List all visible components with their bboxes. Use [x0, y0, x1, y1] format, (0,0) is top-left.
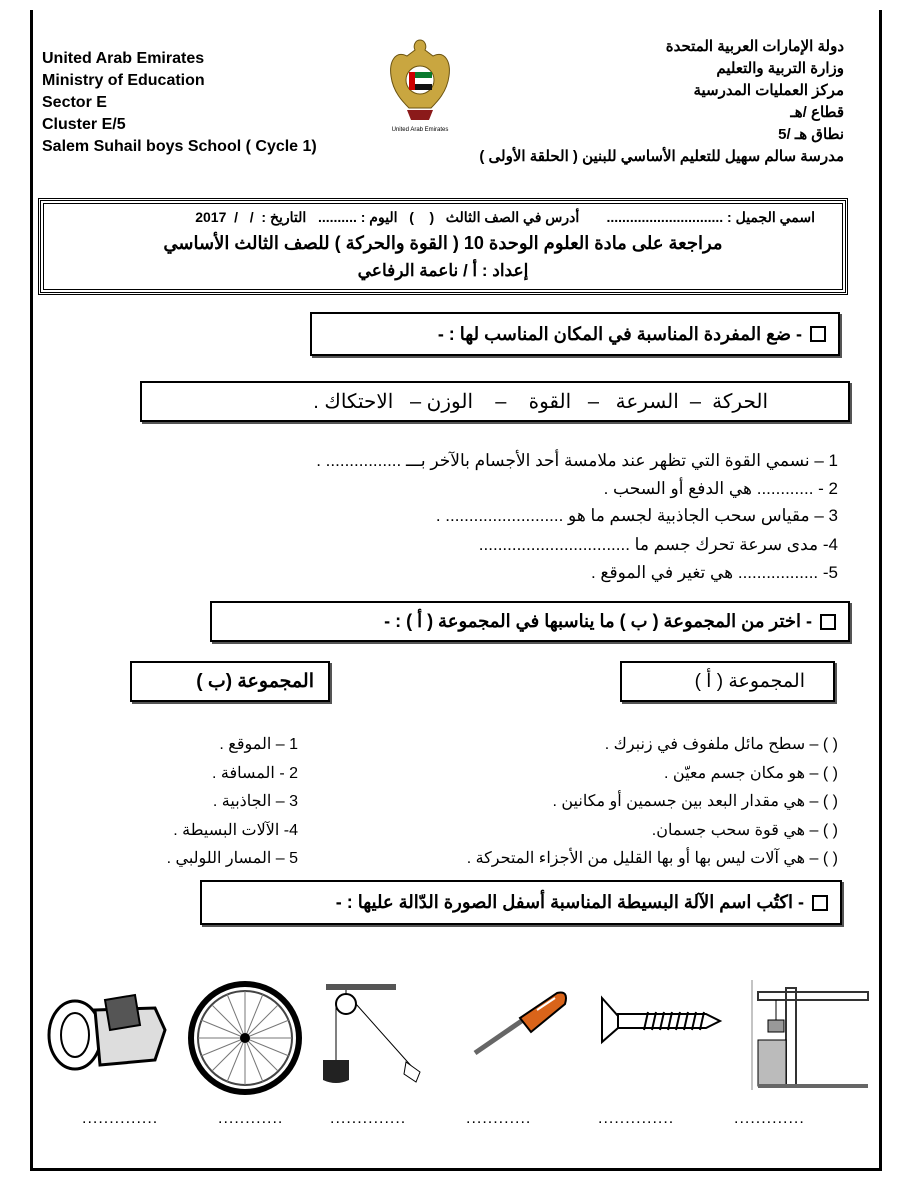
header-en-line: Sector E — [42, 94, 107, 111]
answer-blank-6[interactable]: ............. — [734, 1110, 805, 1127]
answer-blank-5[interactable]: .............. — [598, 1110, 675, 1127]
header-en-line: Cluster E/5 — [42, 116, 126, 133]
section3-heading — [200, 880, 842, 925]
group-b-item: 4- الآلات البسيطة . — [173, 821, 298, 839]
header-ar-line: مركز العمليات المدرسية — [693, 82, 844, 99]
student-name-date-line[interactable]: اسمي الجميل : .............................. أدرس في الصف الثالث ( ) اليوم : .......... التاريخ : / / 2017 — [195, 209, 815, 225]
group-a-item: ( ) – هي مقدار البعد بين جسمين أو مكانين . — [552, 793, 838, 810]
group-a-item: ( ) – هو مكان جسم معيّن . — [664, 764, 838, 782]
group-a-label: المجموعة ( أ ) — [694, 671, 805, 692]
author-line: إعداد : أ / ناعمة الرفاعي — [357, 261, 529, 280]
group-a-item: ( ) – هي آلات ليس بها أو بها القليل من الأجزاء المتحركة . — [466, 850, 838, 867]
header-ar-line: مدرسة سالم سهيل للتعليم الأساسي للبنين ( الحلقة الأولى ) — [479, 148, 844, 165]
word-bank-box — [140, 381, 850, 422]
axe-icon — [45, 990, 175, 1080]
pulley-icon — [318, 980, 433, 1095]
header-en-line: Salem Suhail boys School ( Cycle 1) — [42, 138, 317, 155]
question-5: 5- ................. هي تغير في الموقع . — [590, 563, 838, 582]
group-b-item: 2 - المسافة . — [212, 764, 298, 782]
header-en-line: United Arab Emirates — [42, 50, 205, 67]
group-a-heading — [620, 661, 835, 702]
checkbox-icon — [820, 614, 836, 630]
group-b-label: المجموعة (ب ) — [196, 671, 314, 692]
section1-title: - ضع المفردة المناسبة في المكان المناسب لها : - — [437, 323, 802, 344]
header-english — [42, 48, 317, 158]
group-b-item: 1 – الموقع . — [219, 736, 298, 753]
section3-title: - اكتُب اسم الآلة البسيطة المناسبة أسفل الصورة الدّالة عليها : - — [335, 892, 804, 912]
checkbox-icon — [810, 326, 826, 342]
crane-icon — [750, 980, 870, 1090]
question-1: 1 – نسمي القوة التي تظهر عند ملامسة أحد الأجسام بالآخر بـــ ................ . — [316, 451, 838, 470]
worksheet-title: مراجعة على مادة العلوم الوحدة 10 ( القوة والحركة ) للصف الثالث الأساسي — [163, 233, 723, 253]
header-ar-line: وزارة التربية والتعليم — [716, 60, 844, 77]
group-b-list — [167, 731, 298, 874]
header-ar-line: دولة الإمارات العربية المتحدة — [665, 38, 844, 55]
group-b-item: 5 – المسار اللولبي . — [166, 850, 298, 867]
section2-heading — [210, 601, 850, 642]
group-b-item: 3 – الجاذبية . — [212, 793, 298, 810]
screwdriver-icon — [465, 988, 575, 1063]
group-a-item: ( ) – سطح مائل ملفوف في زنبرك . — [604, 736, 838, 753]
uae-emblem-logo — [380, 36, 460, 136]
group-b-heading — [130, 661, 330, 702]
screw-icon — [598, 990, 723, 1050]
header-ar-line: نطاق هـ /5 — [778, 126, 844, 143]
group-a-list — [467, 731, 838, 874]
question-4: 4- مدى سرعة تحرك جسم ما ................................ — [478, 535, 838, 554]
section2-title: - اختر من المجموعة ( ب ) ما يناسبها في المجموعة ( أ ) : - — [384, 611, 812, 631]
header-arabic — [479, 36, 844, 168]
question-2: 2 - ............ هي الدفع أو السحب . — [603, 479, 838, 498]
answer-blank-2[interactable]: ............ — [218, 1110, 284, 1127]
answer-blank-1[interactable]: .............. — [82, 1110, 159, 1127]
wheel-icon — [185, 978, 305, 1098]
group-a-item: ( ) – هي قوة سحب جسمان. — [651, 821, 838, 839]
checkbox-icon — [812, 895, 828, 911]
word-bank: الحركة – السرعة – القوة – الوزن – الاحتكاك . — [313, 391, 768, 413]
section1-heading — [310, 312, 840, 356]
header-en-line: Ministry of Education — [42, 72, 205, 89]
student-info-box — [38, 198, 848, 295]
header-ar-line: قطاع /هـ — [790, 104, 844, 121]
answer-blank-3[interactable]: .............. — [330, 1110, 407, 1127]
logo-caption: United Arab Emirates — [391, 127, 449, 133]
answer-blank-4[interactable]: ............ — [466, 1110, 532, 1127]
question-3: 3 – مقياس سحب الجاذبية لجسم ما هو ......................... . — [435, 506, 838, 525]
